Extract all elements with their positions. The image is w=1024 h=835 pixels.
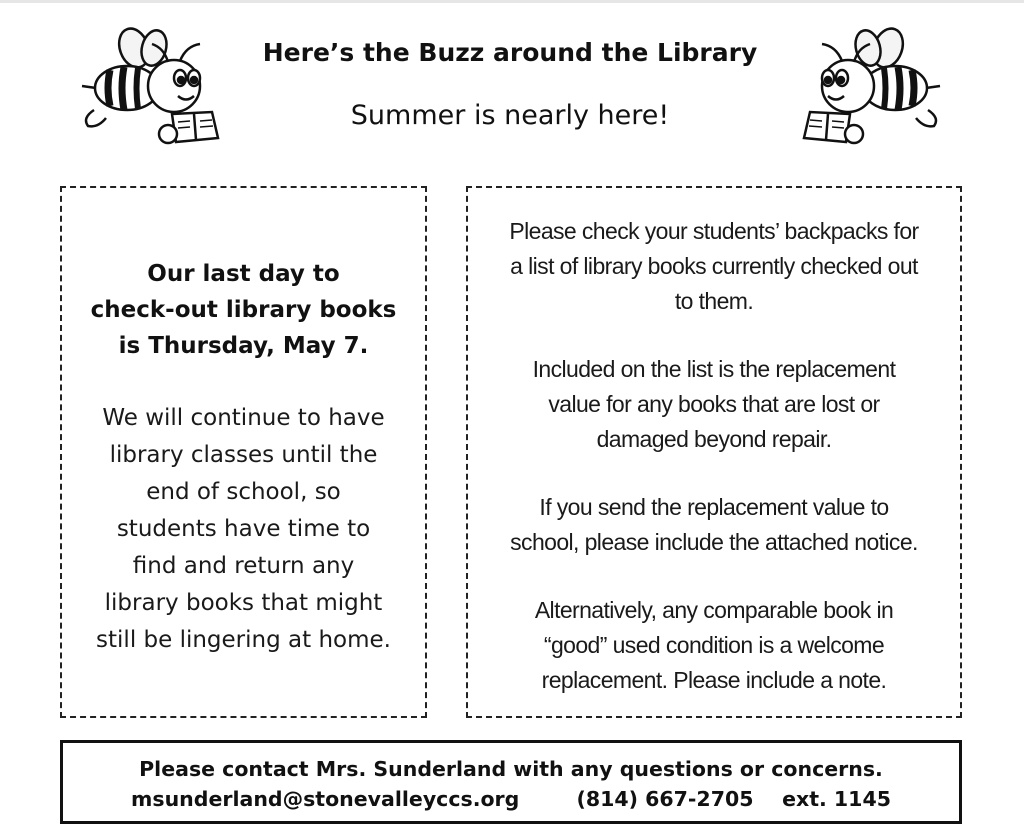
page-subtitle: Summer is nearly here! [350, 100, 670, 131]
paragraph-line: school, please include the attached notice. [510, 529, 918, 555]
body-line: We will continue to have [102, 405, 385, 431]
lead-line: Our last day to [147, 261, 340, 287]
paragraph-line: Included on the list is the replacement [532, 356, 896, 382]
lead-line: check-out library books [90, 297, 397, 323]
paragraph-line: Please check your students’ backpacks for [509, 218, 919, 244]
contact-phone: (814) 667-2705 [576, 787, 754, 811]
paragraph-line: replacement. Please include a note. [541, 667, 887, 693]
replacement-value-paragraph [474, 352, 954, 457]
comparable-book-paragraph [474, 593, 954, 698]
last-checkout-notice-box [60, 186, 427, 718]
last-checkout-date-heading [68, 256, 419, 364]
contact-details [63, 787, 959, 811]
body-line: end of school, so [146, 479, 341, 505]
book-return-info-box [466, 186, 962, 718]
lead-line: is Thursday, May 7. [118, 333, 369, 359]
contact-message: Please contact Mrs. Sunderland with any questions or concerns. [139, 757, 883, 781]
body-line: find and return any [132, 553, 355, 579]
attached-notice-paragraph [474, 490, 954, 560]
body-line: library books that might [104, 590, 383, 616]
top-divider [0, 0, 1024, 3]
body-line: still be lingering at home. [96, 627, 391, 653]
paragraph-line: Alternatively, any comparable book in [534, 597, 894, 623]
contact-info-box [60, 740, 962, 824]
paragraph-line: If you send the replacement value to [539, 494, 889, 520]
backpack-check-paragraph [474, 214, 954, 319]
bee-reading-book-icon [800, 26, 950, 156]
body-line: students have time to [116, 516, 371, 542]
library-classes-note [66, 400, 421, 659]
paragraph-line: value for any books that are lost or [548, 391, 880, 417]
page-title: Here’s the Buzz around the Library [262, 38, 758, 67]
paragraph-line: to them. [674, 288, 754, 314]
paragraph-line: “good” used condition is a welcome [543, 632, 885, 658]
body-line: library classes until the [109, 442, 378, 468]
paragraph-line: damaged beyond repair. [596, 426, 832, 452]
contact-email: msunderland@stonevalleyccs.org [131, 787, 520, 811]
paragraph-line: a list of library books currently checked out [510, 253, 918, 279]
contact-extension: ext. 1145 [782, 787, 891, 811]
